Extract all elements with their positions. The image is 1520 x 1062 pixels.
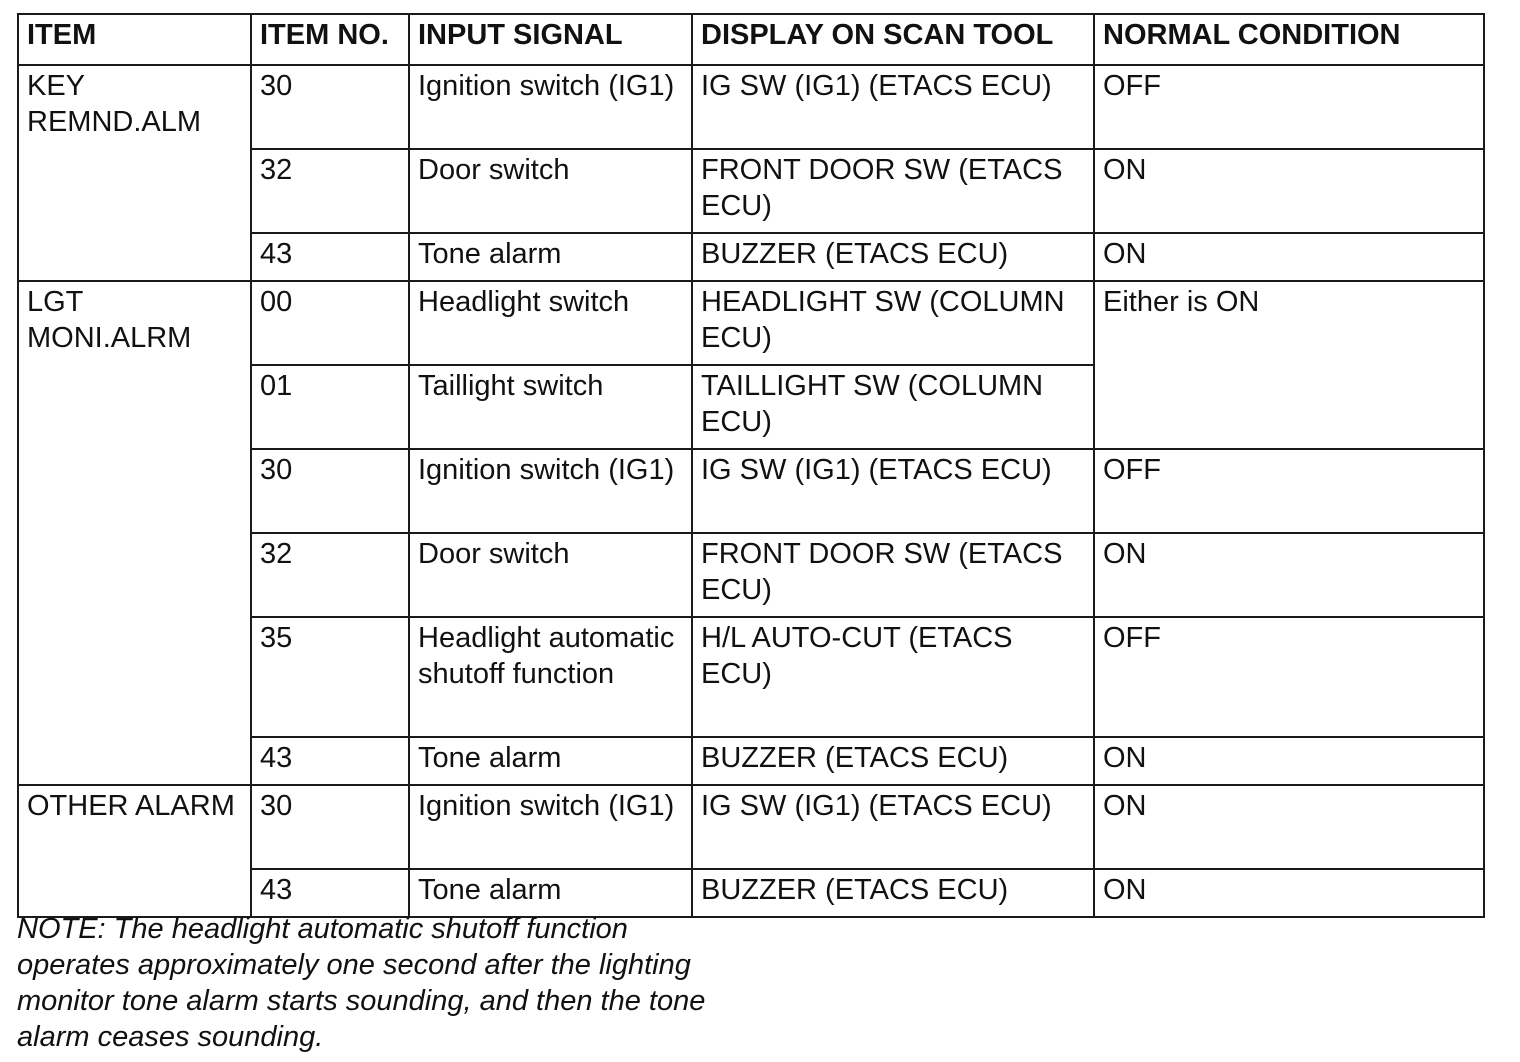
item-cell: OTHER ALARM (18, 785, 251, 917)
display-cell: FRONT DOOR SW (ETACS ECU) (692, 149, 1094, 233)
item-cell: KEY REMND.ALM (18, 65, 251, 281)
display-cell: TAILLIGHT SW (COLUMN ECU) (692, 365, 1094, 449)
header-input-signal: INPUT SIGNAL (409, 14, 692, 65)
normal-condition-cell: OFF (1094, 65, 1484, 149)
header-display-on-scan-tool: DISPLAY ON SCAN TOOL (692, 14, 1094, 65)
input-signal-cell: Headlight automatic shutoff function (409, 617, 692, 737)
normal-condition-cell: ON (1094, 869, 1484, 917)
item-no-cell: 43 (251, 737, 409, 785)
item-no-cell: 30 (251, 785, 409, 869)
input-signal-cell: Tone alarm (409, 869, 692, 917)
display-cell: IG SW (IG1) (ETACS ECU) (692, 785, 1094, 869)
table-row (18, 785, 1484, 869)
item-no-cell: 32 (251, 533, 409, 617)
input-signal-cell: Door switch (409, 149, 692, 233)
item-no-cell: 00 (251, 281, 409, 365)
item-no-cell: 35 (251, 617, 409, 737)
item-cell: LGT MONI.ALRM (18, 281, 251, 785)
scan-tool-data-table (17, 13, 1485, 918)
input-signal-cell: Ignition switch (IG1) (409, 65, 692, 149)
normal-condition-cell: ON (1094, 533, 1484, 617)
display-cell: FRONT DOOR SW (ETACS ECU) (692, 533, 1094, 617)
input-signal-cell: Ignition switch (IG1) (409, 785, 692, 869)
display-cell: H/L AUTO-CUT (ETACS ECU) (692, 617, 1094, 737)
normal-condition-cell: Either is ON (1094, 281, 1484, 449)
normal-condition-cell: OFF (1094, 449, 1484, 533)
header-item-no: ITEM NO. (251, 14, 409, 65)
footnote: NOTE: The headlight automatic shutoff function operates approximately one second after the lighting monitor tone alarm starts sounding, and then the tone alarm ceases sounding. (17, 913, 706, 1053)
input-signal-cell: Headlight switch (409, 281, 692, 365)
display-cell: BUZZER (ETACS ECU) (692, 737, 1094, 785)
normal-condition-cell: ON (1094, 737, 1484, 785)
item-no-cell: 30 (251, 65, 409, 149)
table-row (18, 281, 1484, 365)
normal-condition-cell: ON (1094, 785, 1484, 869)
input-signal-cell: Tone alarm (409, 233, 692, 281)
display-cell: IG SW (IG1) (ETACS ECU) (692, 449, 1094, 533)
item-no-cell: 43 (251, 869, 409, 917)
item-no-cell: 32 (251, 149, 409, 233)
item-no-cell: 43 (251, 233, 409, 281)
header-item: ITEM (18, 14, 251, 65)
input-signal-cell: Tone alarm (409, 737, 692, 785)
input-signal-cell: Door switch (409, 533, 692, 617)
display-cell: HEADLIGHT SW (COLUMN ECU) (692, 281, 1094, 365)
item-no-cell: 01 (251, 365, 409, 449)
normal-condition-cell: ON (1094, 233, 1484, 281)
input-signal-cell: Ignition switch (IG1) (409, 449, 692, 533)
item-no-cell: 30 (251, 449, 409, 533)
display-cell: IG SW (IG1) (ETACS ECU) (692, 65, 1094, 149)
normal-condition-cell: ON (1094, 149, 1484, 233)
header-row (18, 14, 1484, 65)
input-signal-cell: Taillight switch (409, 365, 692, 449)
display-cell: BUZZER (ETACS ECU) (692, 869, 1094, 917)
table-row (18, 65, 1484, 149)
display-cell: BUZZER (ETACS ECU) (692, 233, 1094, 281)
normal-condition-cell: OFF (1094, 617, 1484, 737)
header-normal-condition: NORMAL CONDITION (1094, 14, 1484, 65)
